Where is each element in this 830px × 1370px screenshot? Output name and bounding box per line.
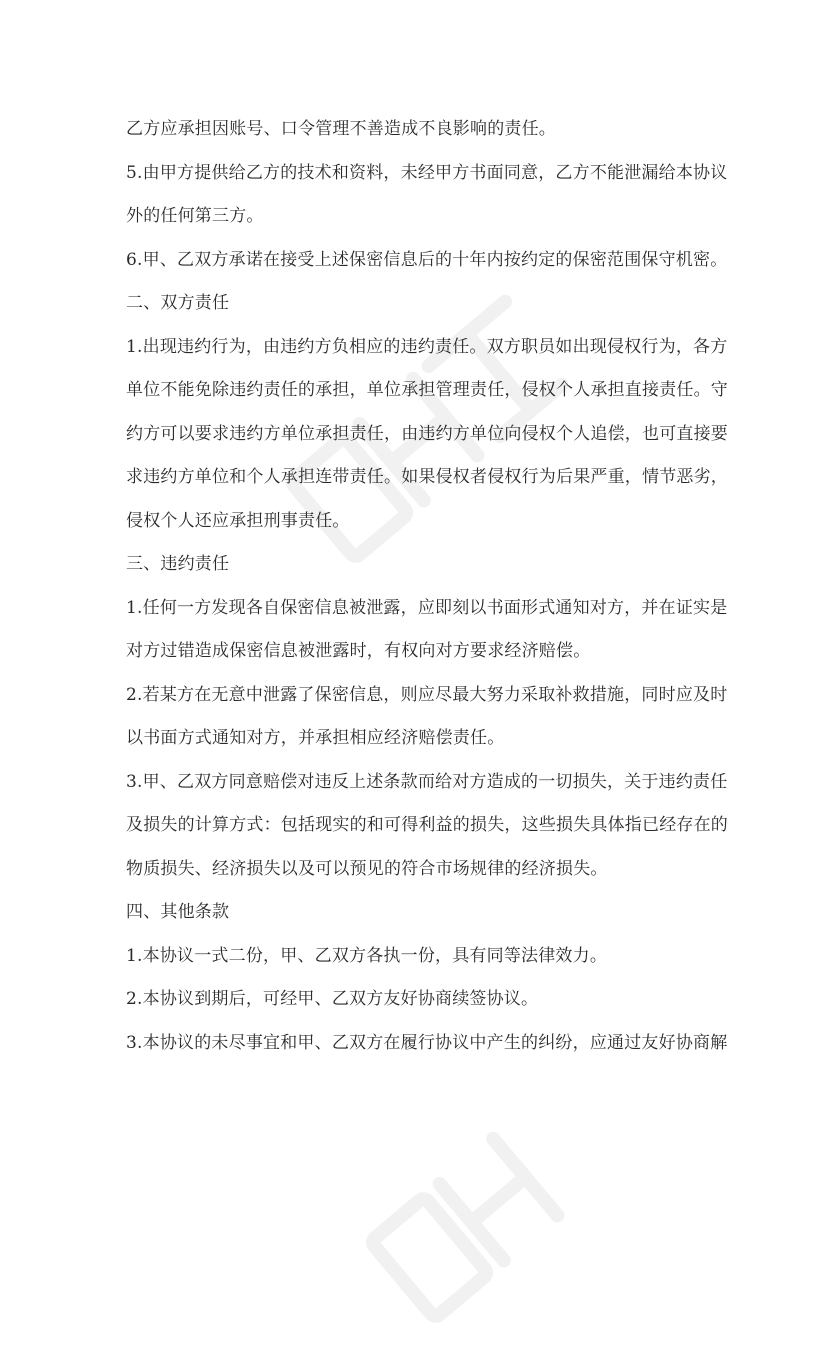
paragraph-line: 1.本协议一式二份，甲、乙双方各执一份，具有同等法律效力。 [126, 945, 608, 966]
paragraph-line: 外的任何第三方。 [126, 206, 264, 226]
paragraph-line: 单位不能免除违约责任的承担，单位承担管理责任，侵权个人承担直接责任。守 [126, 380, 728, 400]
paragraph-line: 及损失的计算方式：包括现实的和可得利益的损失，这些损失具体指已经存在的 [126, 815, 728, 835]
paragraph-line: 对方过错造成保密信息被泄露时，有权向对方要求经济赔偿。 [126, 641, 591, 661]
paragraph-line: 乙方应承担因账号、口令管理不善造成不良影响的责任。 [126, 119, 556, 139]
section-heading: 四、其他条款 [126, 902, 230, 922]
paragraph-line: 3.本协议的未尽事宜和甲、乙双方在履行协议中产生的纠纷，应通过友好协商解 [126, 1032, 728, 1053]
document-body [126, 108, 728, 1065]
paragraph-line: 3.甲、乙双方同意赔偿对违反上述条款而给对方造成的一切损失，关于违约责任 [126, 771, 728, 792]
paragraph-line: 侵权个人还应承担刑事责任。 [126, 510, 350, 531]
paragraph-line: 以书面方式通知对方，并承担相应经济赔偿责任。 [126, 728, 505, 748]
paragraph-line: 6.甲、乙双方承诺在接受上述保密信息后的十年内按约定的保密范围保守机密。 [126, 249, 728, 270]
paragraph-line: 2.本协议到期后，可经甲、乙双方友好协商续签协议。 [126, 989, 539, 1009]
paragraph-line: 求违约方单位和个人承担连带责任。如果侵权者侵权行为后果严重，情节恶劣， [126, 467, 728, 487]
paragraph-line: 2.若某方在无意中泄露了保密信息，则应尽最大努力采取补救措施，同时应及时 [126, 684, 728, 705]
paragraph-line: 5.由甲方提供给乙方的技术和资料，未经甲方书面同意，乙方不能泄漏给本协议 [126, 162, 728, 183]
section-heading: 三、违约责任 [126, 554, 230, 574]
paragraph-line: 约方可以要求违约方单位承担责任，由违约方单位向侵权个人追偿，也可直接要 [126, 423, 728, 444]
section-heading: 二、双方责任 [126, 293, 230, 313]
paragraph-line: 1.出现违约行为，由违约方负相应的违约责任。双方职员如出现侵权行为，各方 [126, 336, 728, 357]
paragraph-line: 1.任何一方发现各自保密信息被泄露，应即刻以书面形式通知对方，并在证实是 [126, 597, 728, 618]
paragraph-line: 物质损失、经济损失以及可以预见的符合市场规律的经济损失。 [126, 858, 608, 879]
